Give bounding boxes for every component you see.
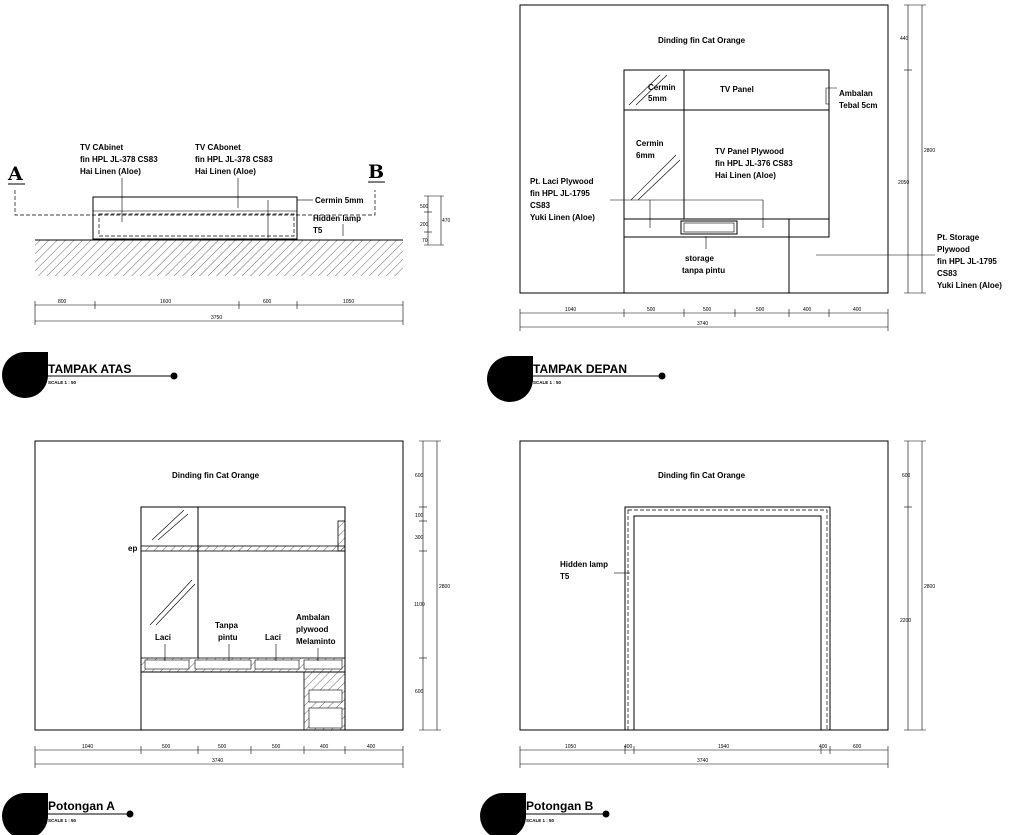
title-potongan-b: Potongan B (526, 799, 594, 813)
dim-800: 800 (58, 299, 67, 305)
dim-a-1: 1040 (82, 744, 94, 750)
dim-front-r1: 440 (900, 36, 909, 42)
view-tampak-atas (2, 143, 451, 398)
tv-cabinet-top (93, 197, 297, 239)
label-storage: storage tanpa pintu (682, 254, 726, 275)
dim-front-5: 400 (803, 307, 812, 313)
label-tv-panel: TV Panel (720, 85, 754, 94)
dim-front-4: 500 (756, 307, 765, 313)
label-tv-cabinet-2: TV CAbonet fin HPL JL-378 CS83 Hai Linen (Aloe) (195, 143, 273, 176)
scale-tampak-atas: SCALE 1 : 50 (48, 380, 77, 385)
dim-a-5: 400 (320, 744, 329, 750)
dim-front-3: 500 (703, 307, 712, 313)
section-marker-b: B (368, 161, 385, 183)
title-bubble-icon (487, 356, 533, 402)
title-bubble-icon (480, 793, 526, 835)
view-tampak-depan (487, 5, 1002, 402)
title-tampak-depan: TAMPAK DEPAN (533, 362, 627, 376)
label-wall-front: Dinding fin Cat Orange (658, 36, 746, 45)
dim-b-1: 1050 (565, 744, 577, 750)
dim-a-rtotal: 2800 (439, 584, 451, 590)
dim-front-6: 400 (853, 307, 862, 313)
label-hidden-lamp: Hidden lamp T5 (313, 214, 362, 235)
label-cermin-6mm: Cermin 6mm (636, 139, 664, 160)
dim-front-1: 1040 (565, 307, 577, 313)
label-ep: ep (128, 544, 138, 553)
view-potongan-a (2, 441, 450, 835)
dim-a-r5: 600 (415, 689, 424, 695)
title-tampak-atas: TAMPAK ATAS (48, 362, 132, 376)
label-pt-storage: Pt. Storage Plywood fin HPL JL-1795 CS83 Yuki Linen (Aloe) (937, 233, 1002, 290)
dim-r-200: 200 (420, 222, 429, 228)
wall-frame-front (520, 5, 888, 293)
dim-1050: 1050 (343, 299, 355, 305)
label-pt-laci: Pt. Laci Plywood fin HPL JL-1795 CS83 Yuki Linen (Aloe) (530, 177, 595, 222)
dim-r-total: 470 (442, 218, 451, 224)
label-tv-cabinet-1: TV CAbinet fin HPL JL-378 CS83 Hai Linen (Aloe) (80, 143, 158, 176)
dim-a-2: 500 (162, 744, 171, 750)
label-ambalan-plywood: Ambalan plywood Melaminto (296, 613, 336, 646)
dim-b-total: 3740 (697, 758, 709, 764)
dim-r-500: 500 (420, 204, 429, 210)
dim-600: 600 (263, 299, 272, 305)
hidden-lamp-outline (99, 214, 294, 236)
dim-a-total: 3740 (212, 758, 224, 764)
title-bubble-icon (2, 793, 48, 835)
scale-tampak-depan: SCALE 1 : 50 (533, 380, 562, 385)
ground-hatch (35, 240, 403, 276)
dim-b-rtotal: 2800 (924, 584, 936, 590)
dim-b-2: 400 (624, 744, 633, 750)
dim-front-2: 500 (647, 307, 656, 313)
label-wall-a: Dinding fin Cat Orange (172, 471, 260, 480)
dim-a-6: 400 (367, 744, 376, 750)
dim-1600: 1600 (160, 299, 172, 305)
dim-front-rtotal: 2800 (924, 148, 936, 154)
dim-a-4: 500 (272, 744, 281, 750)
scale-potongan-b: SCALE 1 : 50 (526, 818, 555, 823)
label-tanpa-pintu: Tanpa pintu (215, 621, 238, 642)
dim-a-r4: 1100 (414, 602, 425, 608)
label-laci-1: Laci (155, 633, 172, 642)
scale-potongan-a: SCALE 1 : 50 (48, 818, 77, 823)
label-hidden-lamp-b: Hidden lamp T5 (560, 560, 609, 581)
dim-a-r2: 100 (415, 513, 424, 519)
wall-frame-b (520, 441, 888, 730)
dim-b-3: 1940 (718, 744, 730, 750)
wall-frame-a (35, 441, 403, 730)
title-potongan-a: Potongan A (48, 799, 115, 813)
label-ambalan: Ambalan Tebal 5cm (839, 89, 878, 110)
section-marker-a: A (8, 163, 23, 185)
dim-b-r1: 600 (902, 473, 911, 479)
label-cermin-5mm: Cermin 5mm (648, 83, 676, 103)
dim-b-4: 400 (819, 744, 828, 750)
label-laci-2: Laci (265, 633, 282, 642)
dim-front-r2: 2050 (898, 180, 910, 186)
dim-a-r3: 300 (415, 535, 424, 541)
label-tv-panel-plywood: TV Panel Plywood fin HPL JL-376 CS83 Hai Linen (Aloe) (715, 147, 793, 180)
dim-b-r2: 2200 (900, 618, 912, 624)
title-bubble-icon (2, 352, 48, 398)
dim-total: 3750 (211, 315, 223, 321)
label-wall-b: Dinding fin Cat Orange (658, 471, 746, 480)
dim-a-r1: 600 (415, 473, 424, 479)
view-potongan-b (480, 441, 935, 835)
label-mirror-5mm: Cermin 5mm (315, 196, 364, 205)
dim-a-3: 500 (218, 744, 227, 750)
dim-front-total: 3740 (697, 321, 709, 327)
dim-b-5: 600 (853, 744, 862, 750)
dim-r-70: 70 (422, 238, 428, 244)
